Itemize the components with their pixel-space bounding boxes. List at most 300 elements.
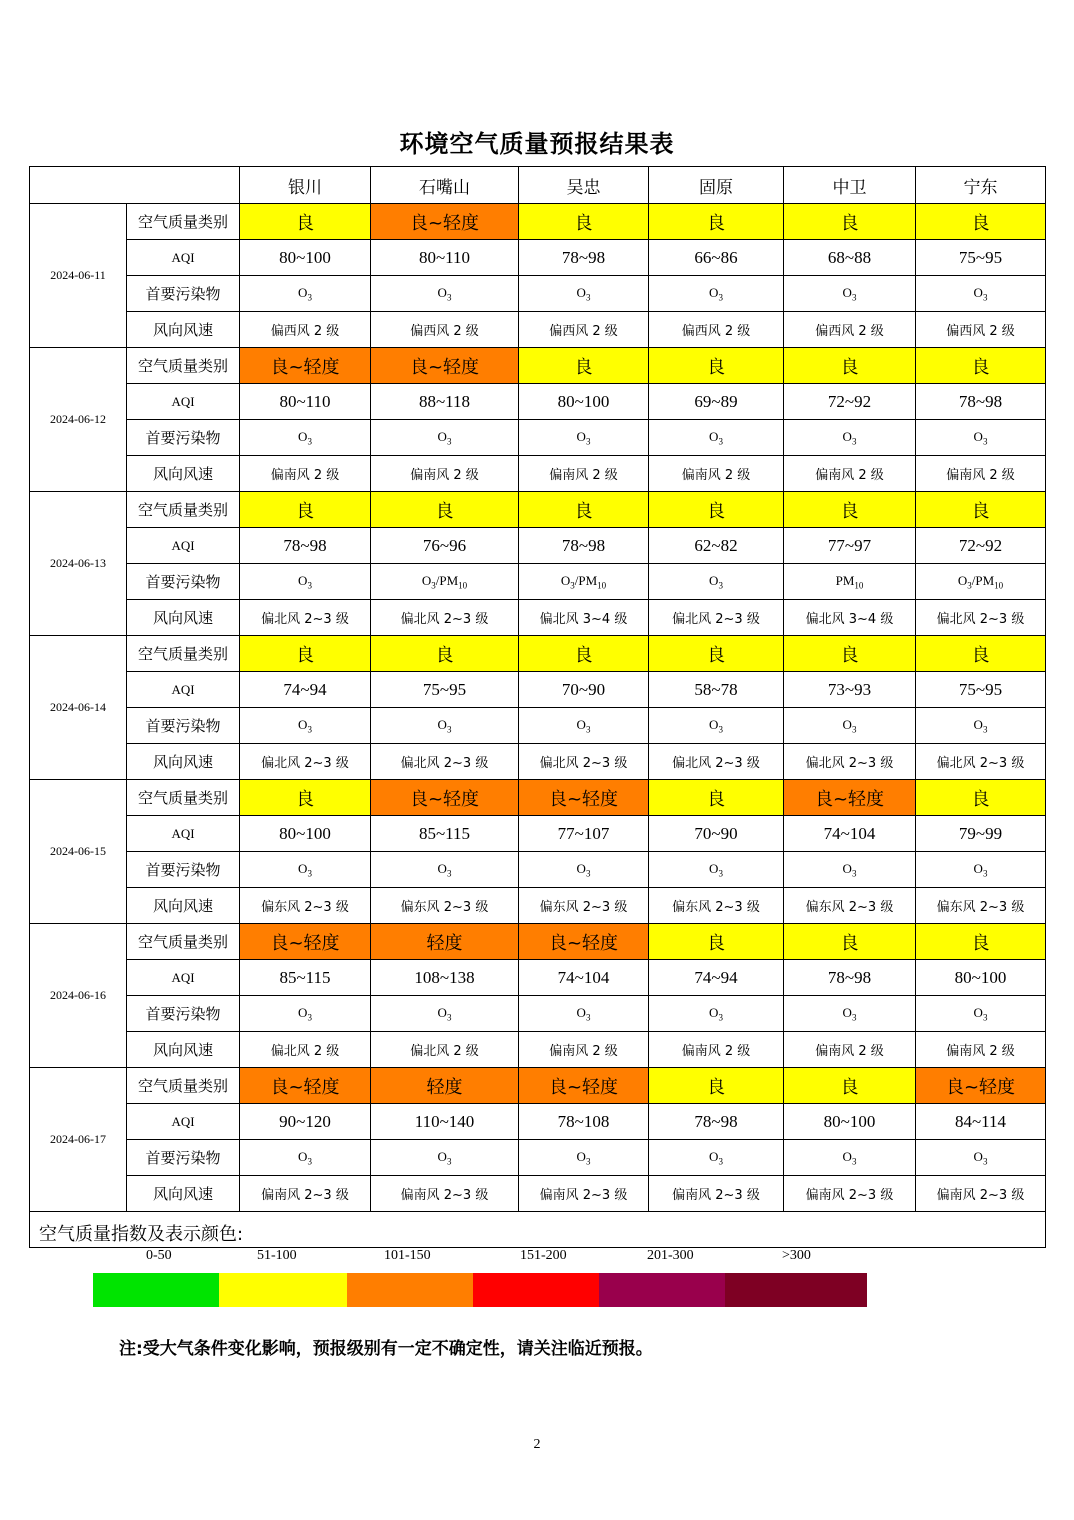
pollutant-subscript: 3: [585, 1156, 591, 1167]
air-quality-category: 良: [371, 636, 519, 672]
wind-forecast: 偏南风 2 级: [784, 1032, 916, 1068]
pollutant-subscript: 3: [982, 436, 988, 447]
pollutant-subscript: 3: [718, 580, 723, 591]
row-label-aqi: AQI: [127, 1104, 240, 1140]
pollutant-subscript: 3: [967, 580, 972, 591]
legend-swatch-orange: [347, 1273, 473, 1307]
aqi-value: 85~115: [371, 816, 519, 852]
row-label-pollutant: 首要污染物: [127, 564, 240, 600]
pollutant-base: O: [576, 284, 586, 300]
wind-forecast: 偏西风 2 级: [519, 312, 649, 348]
pollutant-subscript: 3: [851, 1156, 857, 1167]
primary-pollutant: [371, 420, 519, 456]
wind-row: [30, 1176, 1046, 1212]
aqi-value: 77~107: [519, 816, 649, 852]
aqi-value: 108~138: [371, 960, 519, 996]
primary-pollutant: [519, 1140, 649, 1176]
pollutant-base: O: [298, 284, 308, 300]
pollutant-base: O: [842, 716, 852, 732]
air-quality-category: 良: [240, 492, 371, 528]
pollutant-base: O: [842, 284, 852, 300]
aqi-value: 72~92: [916, 528, 1046, 564]
wind-forecast: 偏西风 2 级: [784, 312, 916, 348]
pollutant-base: O: [842, 1148, 852, 1164]
air-quality-category: 良: [649, 204, 784, 240]
pollutant-base: O: [973, 1004, 983, 1020]
air-quality-category: 良: [649, 348, 784, 384]
pollutant-subscript: 3: [307, 1012, 312, 1023]
pollutant-base: O: [973, 428, 983, 444]
page-title: 环境空气质量预报结果表: [399, 130, 675, 158]
air-quality-category: 良: [649, 492, 784, 528]
row-label-pollutant: 首要污染物: [127, 276, 240, 312]
air-quality-category: 良~轻度: [240, 348, 371, 384]
aqi-value: 74~94: [240, 672, 371, 708]
pollutant-base: PM: [835, 572, 855, 588]
aqi-value: 85~115: [240, 960, 371, 996]
primary-pollutant: [519, 708, 649, 744]
pollutant-base: O: [709, 284, 719, 300]
pollutant-row: [30, 564, 1046, 600]
primary-pollutant: [649, 996, 784, 1032]
aqi-row: [30, 1104, 1046, 1140]
wind-row: [30, 600, 1046, 636]
category-row: [30, 1068, 1046, 1104]
air-quality-category: 良: [784, 348, 916, 384]
wind-forecast: 偏北风 2~3 级: [371, 600, 519, 636]
forecast-date: 2024-06-11: [30, 204, 127, 348]
pollutant-subscript: 3: [446, 292, 452, 303]
pollutant-base: O: [576, 860, 586, 876]
pollutant-base: O: [437, 1148, 447, 1164]
primary-pollutant: [649, 564, 784, 600]
wind-forecast: 偏东风 2~3 级: [240, 888, 371, 924]
aqi-value: 78~98: [519, 240, 649, 276]
pollutant-subscript: 3: [307, 868, 312, 879]
legend-title: 空气质量指数及表示颜色:: [39, 1224, 244, 1245]
header-row: [30, 167, 1046, 204]
pollutant-base: O: [560, 572, 571, 588]
primary-pollutant: [649, 708, 784, 744]
pollutant-base: O: [973, 284, 983, 300]
aqi-row: [30, 960, 1046, 996]
air-quality-category: 良: [240, 780, 371, 816]
pollutant-base: O: [437, 716, 447, 732]
primary-pollutant: [371, 996, 519, 1032]
row-label-wind: 风向风速: [127, 888, 240, 924]
air-quality-category: 良: [784, 204, 916, 240]
pollutant-base: O: [973, 716, 983, 732]
primary-pollutant: [240, 1140, 371, 1176]
category-row: [30, 492, 1046, 528]
wind-forecast: 偏北风 2 级: [240, 1032, 371, 1068]
aqi-value: 110~140: [371, 1104, 519, 1140]
pollutant-base: O: [957, 572, 968, 588]
page-number: 2: [533, 1437, 541, 1452]
air-quality-category: 良: [784, 924, 916, 960]
pollutant-subscript: 3: [446, 868, 452, 879]
pollutant-subscript: 3: [718, 1012, 723, 1023]
wind-forecast: 偏西风 2 级: [371, 312, 519, 348]
aqi-value: 80~100: [240, 816, 371, 852]
wind-forecast: 偏北风 2~3 级: [649, 600, 784, 636]
pollutant-base: O: [973, 860, 983, 876]
primary-pollutant: [519, 420, 649, 456]
wind-forecast: 偏南风 2 级: [916, 1032, 1046, 1068]
pollutant-base: O: [709, 716, 719, 732]
pollutant-base: O: [709, 428, 719, 444]
row-label-wind: 风向风速: [127, 312, 240, 348]
primary-pollutant: [371, 1140, 519, 1176]
legend-cell: [30, 1212, 1046, 1263]
pollutant-base: O: [709, 572, 719, 588]
city-header: 吴忠: [519, 167, 649, 204]
pollutant-subscript: 3: [446, 1012, 452, 1023]
pollutant-base: O: [576, 1148, 586, 1164]
wind-forecast: 偏北风 2~3 级: [649, 744, 784, 780]
wind-forecast: 偏南风 2 级: [371, 456, 519, 492]
wind-forecast: 偏东风 2~3 级: [916, 888, 1046, 924]
aqi-value: 78~98: [649, 1104, 784, 1140]
pollutant-base: O: [709, 860, 719, 876]
air-quality-category: 良: [240, 636, 371, 672]
wind-row: [30, 888, 1046, 924]
pollutant-base: O: [298, 1004, 308, 1020]
wind-forecast: 偏南风 2 级: [916, 456, 1046, 492]
wind-forecast: 偏南风 2 级: [519, 1032, 649, 1068]
aqi-value: 90~120: [240, 1104, 371, 1140]
wind-forecast: 偏西风 2 级: [240, 312, 371, 348]
row-label-pollutant: 首要污染物: [127, 1140, 240, 1176]
pollutant-subscript: 3: [307, 724, 312, 735]
air-quality-category: 良~轻度: [519, 780, 649, 816]
wind-row: [30, 744, 1046, 780]
pollutant-base: O: [709, 1148, 719, 1164]
aqi-value: 79~99: [916, 816, 1046, 852]
air-quality-category: 良~轻度: [371, 780, 519, 816]
pollutant-base: O: [576, 428, 586, 444]
air-quality-category: 良: [649, 636, 784, 672]
primary-pollutant: [649, 276, 784, 312]
aqi-value: 72~92: [784, 384, 916, 420]
air-quality-category: 良: [649, 924, 784, 960]
pollutant-subscript: 3: [982, 1012, 988, 1023]
pollutant-subscript: 3: [585, 1012, 591, 1023]
wind-forecast: 偏北风 3~4 级: [519, 600, 649, 636]
air-quality-category: 良: [371, 492, 519, 528]
pollutant-base: O: [842, 860, 852, 876]
air-quality-category: 良: [916, 492, 1046, 528]
pollutant-subscript: 3: [585, 436, 591, 447]
aqi-value: 80~100: [784, 1104, 916, 1140]
legend-range: 201-300: [647, 1248, 694, 1263]
primary-pollutant: [240, 708, 371, 744]
aqi-value: 68~88: [784, 240, 916, 276]
city-header: 宁东: [916, 167, 1046, 204]
pollutant-row: [30, 996, 1046, 1032]
category-row: [30, 924, 1046, 960]
wind-forecast: 偏西风 2 级: [649, 312, 784, 348]
primary-pollutant: [784, 708, 916, 744]
primary-pollutant: [784, 276, 916, 312]
air-quality-category: 良: [916, 780, 1046, 816]
legend-swatch-red: [473, 1273, 599, 1307]
wind-forecast: 偏南风 2~3 级: [240, 1176, 371, 1212]
pollutant-subscript: 3: [851, 724, 857, 735]
air-quality-category: 良: [784, 636, 916, 672]
primary-pollutant: [784, 420, 916, 456]
forecast-date: 2024-06-16: [30, 924, 127, 1068]
wind-forecast: 偏北风 2~3 级: [916, 744, 1046, 780]
row-label-category: 空气质量类别: [127, 492, 240, 528]
row-label-category: 空气质量类别: [127, 348, 240, 384]
aqi-value: 80~100: [240, 240, 371, 276]
aqi-value: 88~118: [371, 384, 519, 420]
primary-pollutant: [649, 1140, 784, 1176]
primary-pollutant: [916, 276, 1046, 312]
pollutant-subscript: 3: [585, 868, 591, 879]
air-quality-category: 轻度: [371, 1068, 519, 1104]
pollutant-subscript: 3: [718, 436, 723, 447]
pollutant-subscript: 3: [851, 292, 857, 303]
pollutant-secondary: $/PM_{10}$: [574, 572, 607, 591]
pollutant-base: O: [842, 1004, 852, 1020]
row-label-pollutant: 首要污染物: [127, 420, 240, 456]
forecast-note: 注:受大气条件变化影响，预报级别有一定不确定性，请关注临近预报。: [119, 1339, 653, 1359]
aqi-row: [30, 240, 1046, 276]
city-header: 石嘴山: [371, 167, 519, 204]
pollutant-subscript: 3: [851, 436, 857, 447]
pollutant-base: O: [298, 1148, 308, 1164]
wind-forecast: 偏南风 2 级: [649, 1032, 784, 1068]
pollutant-row: [30, 276, 1046, 312]
row-label-aqi: AQI: [127, 240, 240, 276]
primary-pollutant: [240, 996, 371, 1032]
wind-forecast: 偏南风 2~3 级: [649, 1176, 784, 1212]
aqi-row: [30, 384, 1046, 420]
wind-forecast: 偏南风 2 级: [240, 456, 371, 492]
row-label-wind: 风向风速: [127, 456, 240, 492]
wind-forecast: 偏东风 2~3 级: [784, 888, 916, 924]
pollutant-base: O: [298, 860, 308, 876]
row-label-wind: 风向风速: [127, 1176, 240, 1212]
aqi-value: 84~114: [916, 1104, 1046, 1140]
air-quality-category: 良~轻度: [519, 1068, 649, 1104]
aqi-value: 78~98: [240, 528, 371, 564]
pollutant-subscript: 3: [307, 1156, 312, 1167]
legend-range: 151-200: [520, 1248, 567, 1263]
pollutant-base: O: [298, 428, 308, 444]
primary-pollutant: [649, 852, 784, 888]
row-label-wind: 风向风速: [127, 600, 240, 636]
header-corner: [30, 167, 240, 204]
wind-forecast: 偏北风 3~4 级: [784, 600, 916, 636]
air-quality-category: 良: [649, 780, 784, 816]
primary-pollutant: [784, 564, 916, 600]
pollutant-subscript: 3: [718, 724, 723, 735]
pollutant-subscript: 10: [854, 580, 864, 591]
primary-pollutant: [916, 420, 1046, 456]
row-label-pollutant: 首要污染物: [127, 996, 240, 1032]
forecast-date: 2024-06-12: [30, 348, 127, 492]
pollutant-subscript: 3: [307, 580, 312, 591]
primary-pollutant: [519, 564, 649, 600]
legend-swatch-yellow: [219, 1273, 347, 1307]
aqi-value: 76~96: [371, 528, 519, 564]
pollutant-row: [30, 852, 1046, 888]
row-label-category: 空气质量类别: [127, 204, 240, 240]
aqi-value: 70~90: [649, 816, 784, 852]
primary-pollutant: [240, 276, 371, 312]
primary-pollutant: [371, 564, 519, 600]
pollutant-base: O: [437, 284, 447, 300]
pollutant-subscript: 3: [851, 868, 857, 879]
pollutant-base: O: [298, 572, 308, 588]
legend-swatch-green: [93, 1273, 219, 1307]
row-label-wind: 风向风速: [127, 744, 240, 780]
aqi-value: 77~97: [784, 528, 916, 564]
aqi-value: 80~110: [371, 240, 519, 276]
pollutant-base: O: [437, 860, 447, 876]
aqi-value: 75~95: [371, 672, 519, 708]
air-quality-category: 良~轻度: [371, 348, 519, 384]
wind-forecast: 偏东风 2~3 级: [519, 888, 649, 924]
aqi-value: 80~100: [916, 960, 1046, 996]
primary-pollutant: [916, 996, 1046, 1032]
aqi-row: [30, 672, 1046, 708]
pollutant-subscript: 3: [718, 292, 723, 303]
pollutant-subscript: 3: [718, 868, 723, 879]
pollutant-subscript: 3: [982, 868, 988, 879]
wind-forecast: 偏南风 2 级: [649, 456, 784, 492]
primary-pollutant: [371, 708, 519, 744]
wind-forecast: 偏南风 2 级: [519, 456, 649, 492]
air-quality-category: 良: [784, 1068, 916, 1104]
pollutant-subscript: 3: [446, 1156, 452, 1167]
aqi-value: 78~98: [916, 384, 1046, 420]
pollutant-subscript: 3: [982, 292, 988, 303]
row-label-aqi: AQI: [127, 384, 240, 420]
primary-pollutant: [784, 1140, 916, 1176]
primary-pollutant: [240, 564, 371, 600]
row-label-pollutant: 首要污染物: [127, 852, 240, 888]
pollutant-subscript: 3: [585, 724, 591, 735]
wind-row: [30, 456, 1046, 492]
primary-pollutant: [784, 996, 916, 1032]
aqi-value: 80~100: [519, 384, 649, 420]
aqi-value: 78~98: [519, 528, 649, 564]
pollutant-base: O: [576, 716, 586, 732]
pollutant-base: O: [437, 1004, 447, 1020]
aqi-value: 58~78: [649, 672, 784, 708]
legend-range: >300: [782, 1248, 811, 1263]
pollutant-base: O: [298, 716, 308, 732]
aqi-value: 78~108: [519, 1104, 649, 1140]
air-quality-category: 良: [519, 492, 649, 528]
wind-forecast: 偏南风 2~3 级: [916, 1176, 1046, 1212]
pollutant-base: O: [709, 1004, 719, 1020]
city-header: 固原: [649, 167, 784, 204]
pollutant-subscript: 3: [570, 580, 575, 591]
city-header: 银川: [240, 167, 371, 204]
pollutant-base: O: [576, 1004, 586, 1020]
primary-pollutant: [916, 1140, 1046, 1176]
wind-forecast: 偏北风 2~3 级: [371, 744, 519, 780]
category-row: [30, 780, 1046, 816]
row-label-category: 空气质量类别: [127, 1068, 240, 1104]
wind-forecast: 偏东风 2~3 级: [371, 888, 519, 924]
primary-pollutant: [916, 852, 1046, 888]
wind-forecast: 偏北风 2~3 级: [240, 744, 371, 780]
row-label-wind: 风向风速: [127, 1032, 240, 1068]
pollutant-secondary: $/PM_{10}$: [435, 572, 468, 591]
aqi-value: 74~94: [649, 960, 784, 996]
primary-pollutant: [519, 852, 649, 888]
wind-forecast: 偏北风 2 级: [371, 1032, 519, 1068]
wind-row: [30, 312, 1046, 348]
aqi-row: [30, 528, 1046, 564]
aqi-row: [30, 816, 1046, 852]
pollutant-base: O: [973, 1148, 983, 1164]
wind-forecast: 偏北风 2~3 级: [519, 744, 649, 780]
pollutant-subscript: 3: [718, 1156, 723, 1167]
legend-range: 51-100: [257, 1248, 297, 1263]
legend-row: [30, 1212, 1046, 1248]
aqi-value: 80~110: [240, 384, 371, 420]
air-quality-category: 良: [916, 924, 1046, 960]
category-row: [30, 636, 1046, 672]
wind-forecast: 偏南风 2~3 级: [784, 1176, 916, 1212]
pollutant-subscript: 3: [851, 1012, 857, 1023]
air-quality-category: 良: [916, 348, 1046, 384]
aqi-value: 78~98: [784, 960, 916, 996]
aqi-value: 70~90: [519, 672, 649, 708]
forecast-date: 2024-06-15: [30, 780, 127, 924]
wind-forecast: 偏北风 2~3 级: [240, 600, 371, 636]
pollutant-subscript: 3: [431, 580, 436, 591]
row-label-pollutant: 首要污染物: [127, 708, 240, 744]
wind-forecast: 偏北风 2~3 级: [916, 600, 1046, 636]
air-quality-category: 良~轻度: [519, 924, 649, 960]
row-label-category: 空气质量类别: [127, 636, 240, 672]
city-header: 中卫: [784, 167, 916, 204]
row-label-aqi: AQI: [127, 672, 240, 708]
pollutant-subscript: 3: [982, 1156, 988, 1167]
air-quality-category: 良: [519, 636, 649, 672]
aqi-value: 74~104: [784, 816, 916, 852]
category-row: [30, 348, 1046, 384]
primary-pollutant: [916, 564, 1046, 600]
legend-range: 0-50: [146, 1248, 172, 1263]
primary-pollutant: [784, 852, 916, 888]
aqi-value: 75~95: [916, 672, 1046, 708]
aqi-value: 62~82: [649, 528, 784, 564]
pollutant-base: O: [421, 572, 432, 588]
row-label-aqi: AQI: [127, 816, 240, 852]
forecast-date: 2024-06-17: [30, 1068, 127, 1212]
air-quality-category: 良~轻度: [916, 1068, 1046, 1104]
wind-forecast: 偏南风 2 级: [784, 456, 916, 492]
wind-forecast: 偏南风 2~3 级: [519, 1176, 649, 1212]
air-quality-category: 良: [519, 348, 649, 384]
row-label-category: 空气质量类别: [127, 780, 240, 816]
aqi-value: 74~104: [519, 960, 649, 996]
air-quality-category: 良: [916, 636, 1046, 672]
air-quality-category: 良: [916, 204, 1046, 240]
air-quality-category: 良~轻度: [371, 204, 519, 240]
wind-row: [30, 1032, 1046, 1068]
aqi-value: 66~86: [649, 240, 784, 276]
